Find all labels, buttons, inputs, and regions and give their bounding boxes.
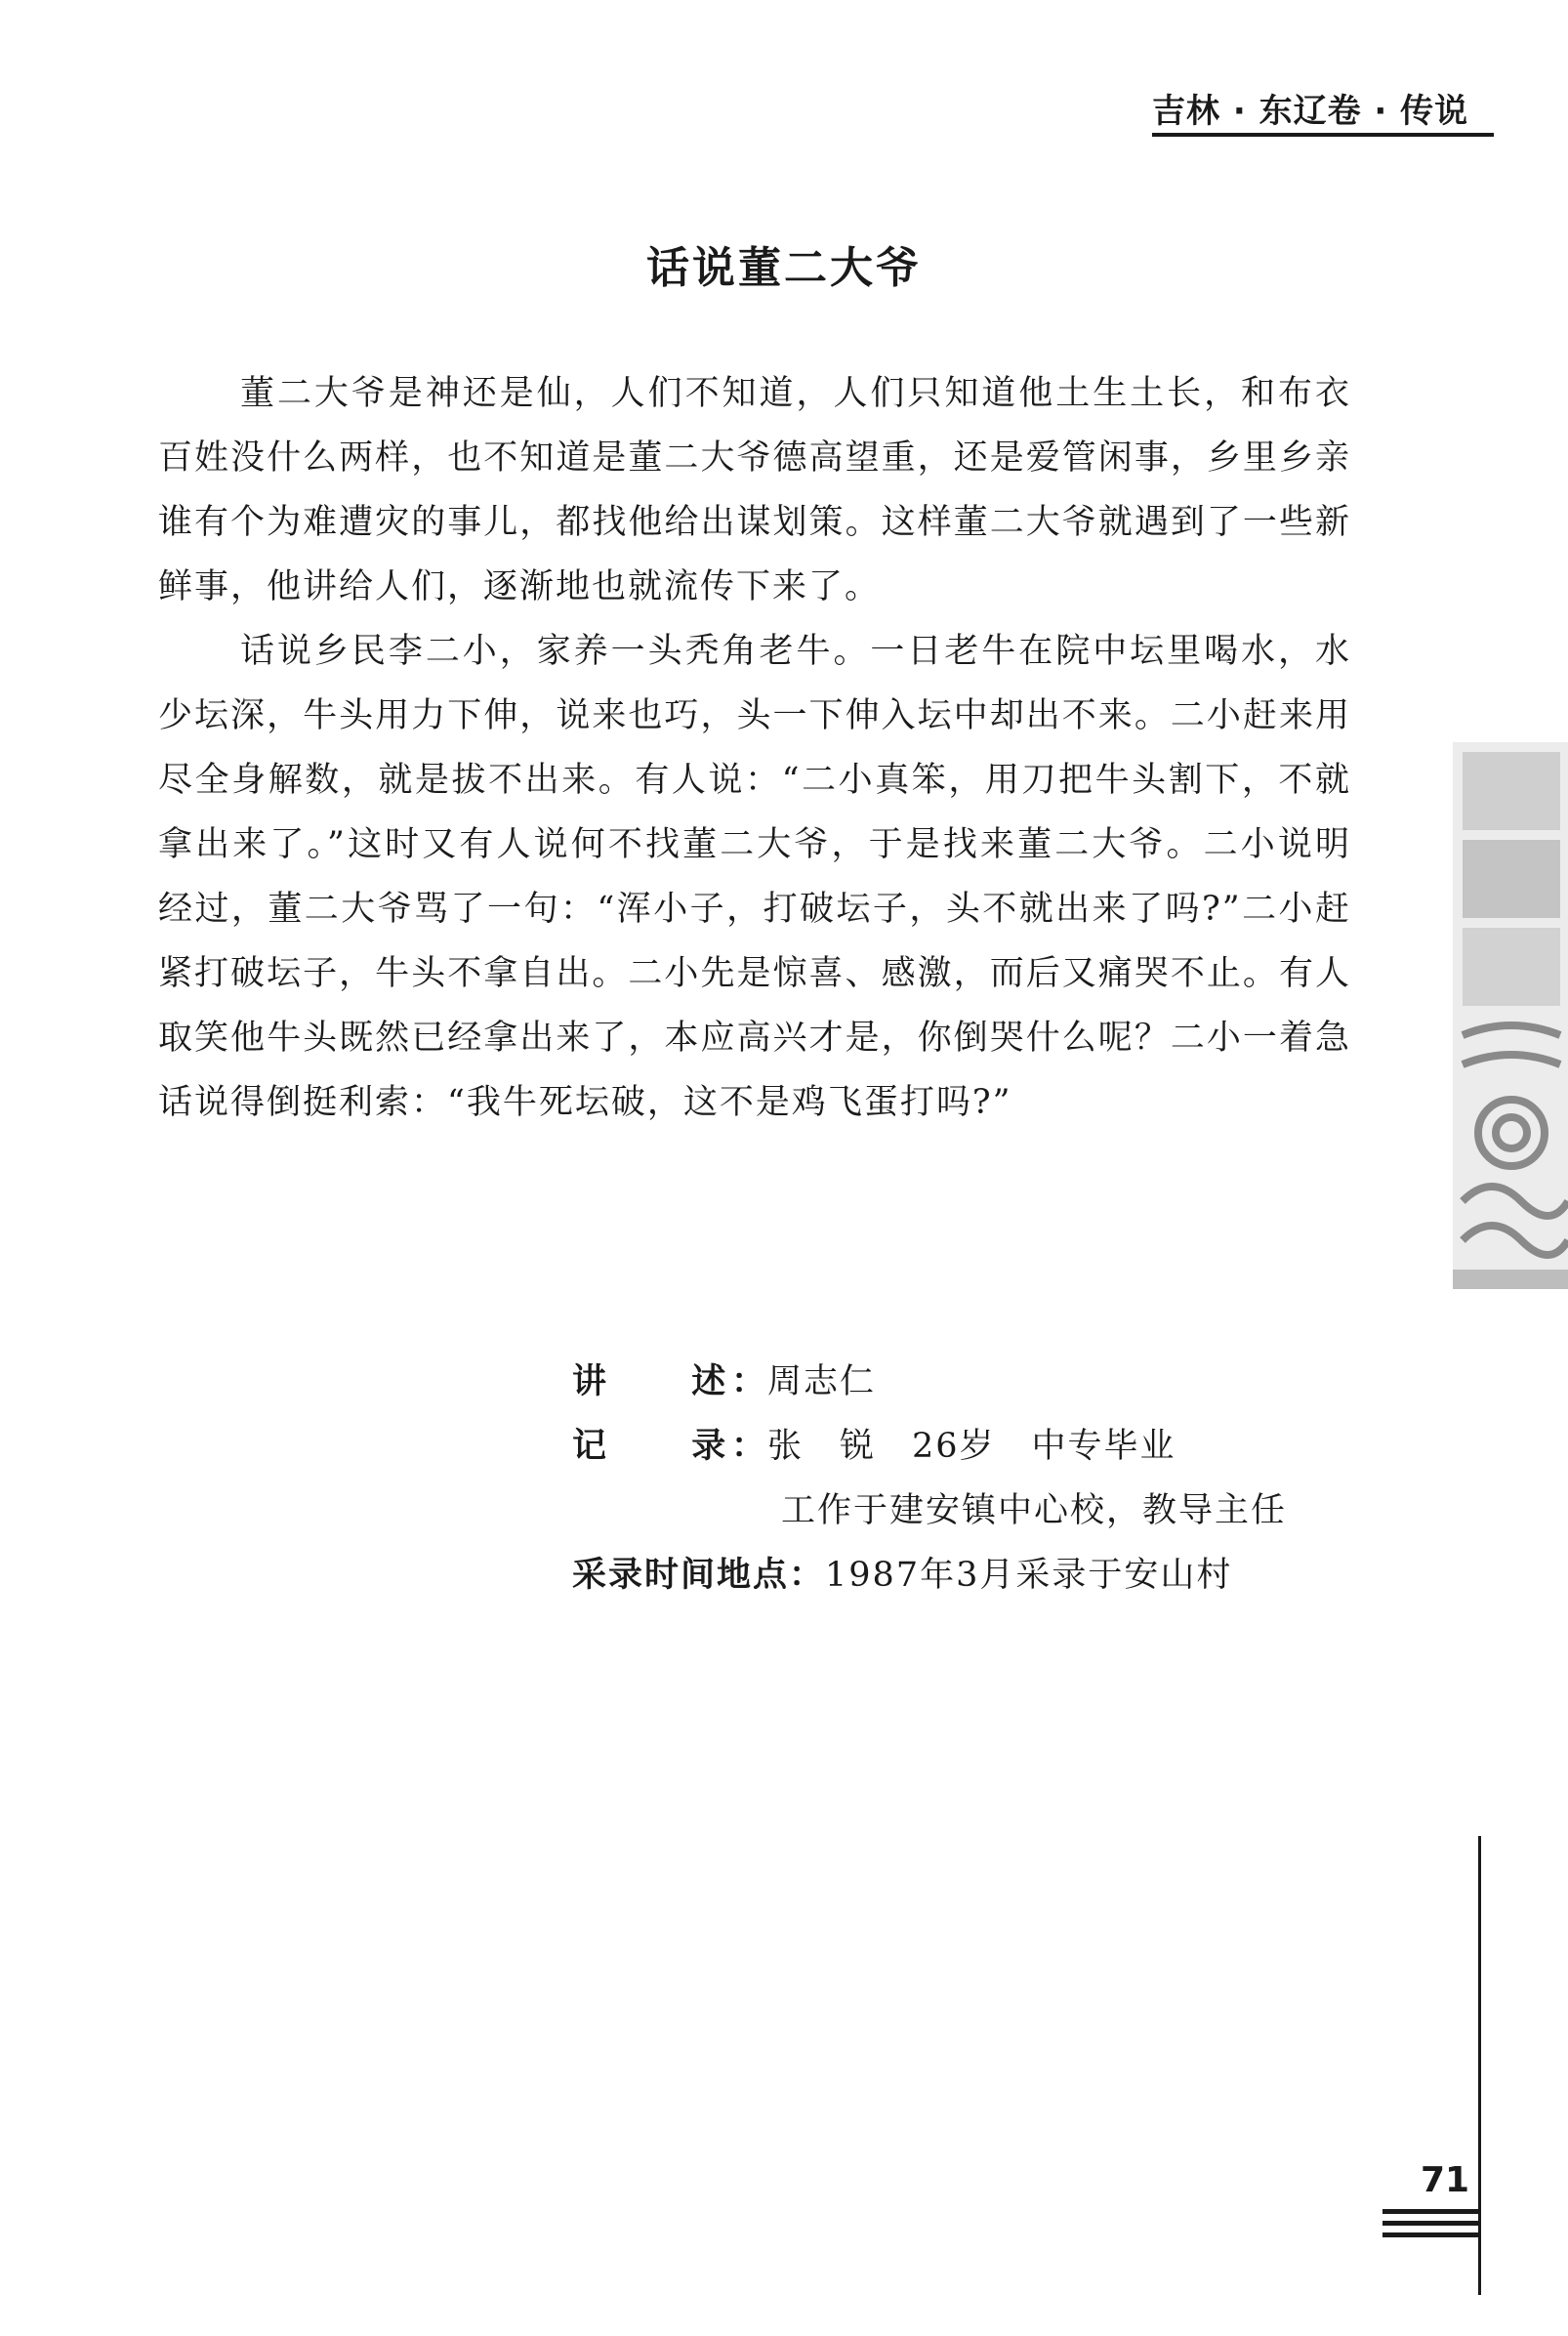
page-bar-1 [1382, 2209, 1480, 2214]
side-decoration-graphic [1453, 742, 1568, 1289]
page-number: 71 [1420, 2160, 1470, 2200]
header-rule [1152, 133, 1494, 137]
recorder-value: 张 锐 26岁 中专毕业 [767, 1427, 1176, 1466]
narrator-value: 周志仁 [767, 1362, 877, 1401]
recorder-job: 工作于建安镇中心校，教导主任 [781, 1491, 1288, 1530]
page-number-bars [1382, 2209, 1480, 2244]
story-body [158, 361, 1351, 1135]
narrator-row [572, 1350, 1382, 1414]
recorder-label: 记 录： [572, 1427, 767, 1466]
paragraph-1: 董二大爷是神还是仙，人们不知道，人们只知道他土生土长，和布衣百姓没什么两样，也不知道是董二大爷德高望重，还是爱管闲事，乡里乡亲谁有个为难遭灾的事儿，都找他给出谋划策。这样董二大爷就遇到了一些新鲜事，他讲给人们，逐渐地也就流传下来了。 [158, 374, 1351, 606]
time-place-row [572, 1543, 1382, 1607]
time-place-label: 采录时间地点： [572, 1556, 826, 1595]
page-bar-2 [1382, 2221, 1480, 2226]
narrator-label: 讲 述： [572, 1362, 767, 1401]
story-title: 话说董二大爷 [646, 243, 922, 293]
credits-block [572, 1350, 1382, 1607]
side-decoration-image [1453, 742, 1568, 1289]
running-header: 吉林 · 东辽卷 · 传说 [1152, 92, 1469, 131]
recorder-row [572, 1414, 1382, 1479]
time-place-value: 1987年3月采录于安山村 [825, 1556, 1233, 1595]
page-bar-3 [1382, 2232, 1480, 2237]
paragraph-2: 话说乡民李二小，家养一头秃角老牛。一日老牛在院中坛里喝水，水少坛深，牛头用力下伸，说来也巧，头一下伸入坛中却出不来。二小赶来用尽全身解数，就是拔不出来。有人说：“二小真笨，用刀把牛头割下，不就拿出来了。”这时又有人说何不找董二大爷，于是找来董二大爷。二小说明经过，董二大爷骂了一句：“浑小子，打破坛子，头不就出来了吗?”二小赶紧打破坛子，牛头不拿自出。二小先是惊喜、感激，而后又痛哭不止。有人取笑他牛头既然已经拿出来了，本应高兴才是，你倒哭什么呢？二小一着急话说得倒挺利索：“我牛死坛破，这不是鸡飞蛋打吗?” [158, 632, 1351, 1122]
